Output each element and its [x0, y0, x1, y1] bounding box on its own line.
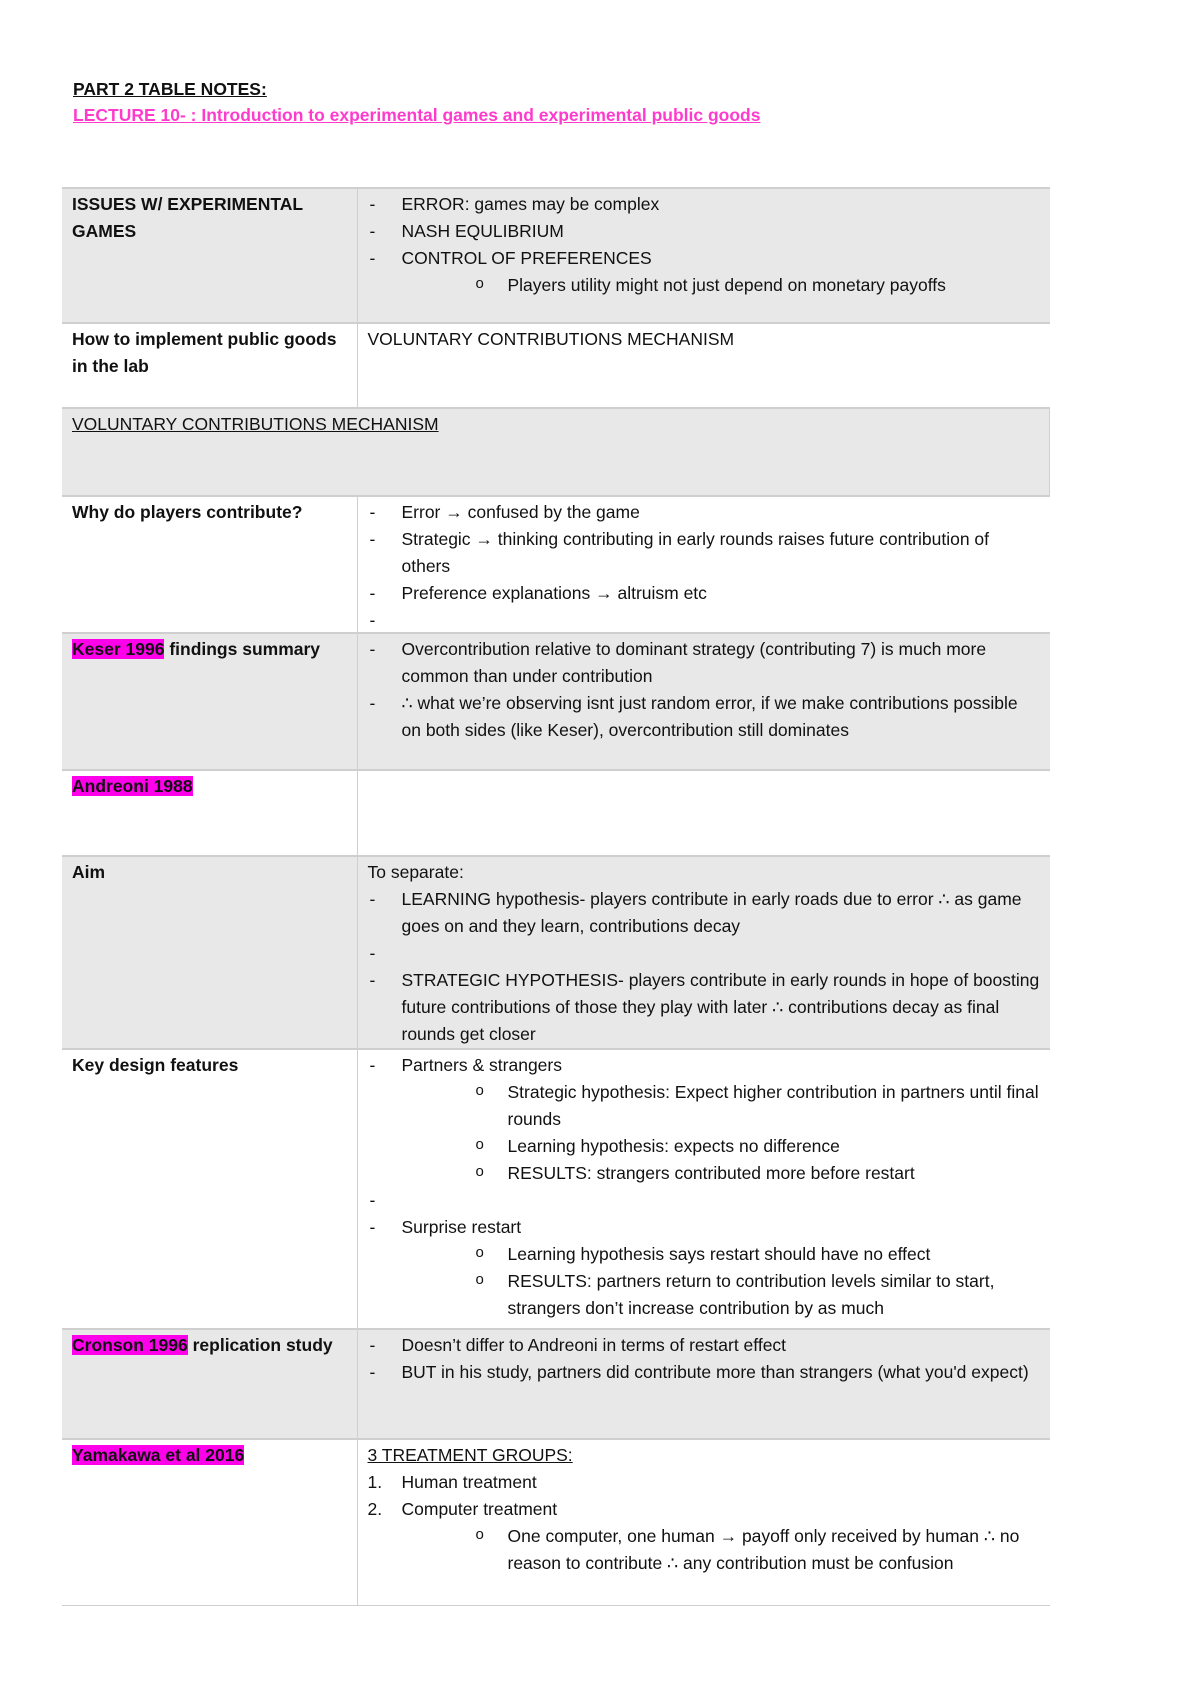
- row-label: [62, 323, 357, 408]
- table-row: [62, 1049, 1050, 1329]
- sub-bullet: o Learning hypothesis says restart should have no effect: [402, 1241, 1040, 1268]
- row-label-text: Aim: [72, 862, 106, 882]
- table-row: [62, 188, 1050, 323]
- row-label-text: replication study: [187, 1335, 333, 1355]
- highlighted-citation: Yamakawa et al 2016: [72, 1445, 245, 1465]
- item-number: 1.: [367, 1472, 383, 1492]
- sub-bullet: o RESULTS: partners return to contribution levels similar to start, strangers don’t increase contribution by as much: [402, 1268, 1040, 1322]
- row-heading: 3 TREATMENT GROUPS:: [367, 1445, 573, 1465]
- spacer: [368, 940, 1040, 967]
- bullet: - Overcontribution relative to dominant strategy (contributing 7) is much more common than under contribution: [368, 636, 1040, 690]
- row-text: To separate:: [367, 862, 464, 882]
- highlighted-citation: Andreoni 1988: [72, 776, 193, 796]
- sub-bullet: o RESULTS: strangers contributed more before restart: [402, 1160, 1040, 1187]
- numbered-item: [368, 1496, 1040, 1577]
- row-content: [357, 1329, 1050, 1439]
- row-label-text: Key design features: [72, 1055, 239, 1075]
- sub-bullet: [368, 1523, 1040, 1577]
- bullet: - Preference explanations → altruism etc: [368, 580, 1040, 607]
- bullet: - Strategic → thinking contributing in early rounds raises future contribution of others: [368, 526, 1040, 580]
- table-row: [62, 1329, 1050, 1439]
- bullet-text: Surprise restart: [401, 1217, 522, 1237]
- table-row: [62, 1439, 1050, 1605]
- bullet: [368, 1214, 1040, 1322]
- notes-table: [62, 187, 1050, 1606]
- bullet: [368, 245, 1040, 299]
- bullet: - LEARNING hypothesis- players contribute in early roads due to error ∴ as game goes on and they learn, contributions decay: [368, 886, 1040, 940]
- bullet: [368, 1052, 1040, 1187]
- table-row: [62, 633, 1050, 770]
- sub-bullet: o Learning hypothesis: expects no difference: [402, 1133, 1040, 1160]
- row-content: [357, 856, 1050, 1049]
- section-heading-cell: [62, 408, 1050, 496]
- bullet-text: CONTROL OF PREFERENCES: [401, 248, 652, 268]
- row-label-text: Why do players contribute?: [72, 502, 303, 522]
- item-text: Computer treatment: [401, 1499, 558, 1519]
- row-label-text: How to implement public goods in the lab: [72, 329, 337, 376]
- row-label: [62, 1049, 357, 1329]
- bullet-text: Partners & strangers: [401, 1055, 562, 1075]
- row-content: [357, 496, 1050, 633]
- table-row: [62, 408, 1050, 496]
- row-label: [62, 770, 357, 856]
- bullet: - STRATEGIC HYPOTHESIS- players contribute in early rounds in hope of boosting future contributions of those they play with later ∴ contributions decay as final rounds get closer: [368, 967, 1040, 1048]
- row-content: [357, 1439, 1050, 1605]
- row-label: [62, 1439, 357, 1605]
- bullet: - BUT in his study, partners did contribute more than strangers (what you'd expect): [368, 1359, 1040, 1386]
- item-text: Human treatment: [401, 1472, 537, 1492]
- row-content: [357, 188, 1050, 323]
- row-label-text: ISSUES W/ EXPERIMENTAL GAMES: [72, 194, 303, 241]
- row-content: [357, 323, 1050, 408]
- bullet: - Doesn’t differ to Andreoni in terms of restart effect: [368, 1332, 1040, 1359]
- table-row: [62, 496, 1050, 633]
- bullet: - ∴ what we’re observing isnt just random error, if we make contributions possible on both sides (like Keser), overcontribution still dominates: [368, 690, 1040, 744]
- spacer: [368, 1187, 1040, 1214]
- lecture-title: LECTURE 10- : Introduction to experimental games and experimental public goods: [73, 105, 761, 125]
- table-row: [62, 856, 1050, 1049]
- row-label: [62, 856, 357, 1049]
- row-label: [62, 188, 357, 323]
- sub-bullet: o Players utility might not just depend on monetary payoffs: [402, 272, 1040, 299]
- row-text: VOLUNTARY CONTRIBUTIONS MECHANISM: [367, 329, 735, 349]
- row-label-text: findings summary: [164, 639, 321, 659]
- row-content: [357, 633, 1050, 770]
- row-label: [62, 633, 357, 770]
- highlighted-citation: Keser 1996: [72, 639, 165, 659]
- bullet: - NASH EQULIBRIUM: [368, 218, 1040, 245]
- numbered-item: [368, 1469, 1040, 1496]
- table-row: [62, 323, 1050, 408]
- page-title: PART 2 TABLE NOTES:: [73, 79, 267, 99]
- item-number: 2.: [367, 1499, 383, 1519]
- bullet: - Error → confused by the game: [368, 499, 1040, 526]
- sub-bullet-text: One computer, one human → payoff only received by human ∴ no reason to contribute ∴ any contribution must be confusion: [507, 1526, 1020, 1573]
- section-heading: VOLUNTARY CONTRIBUTIONS MECHANISM: [72, 414, 439, 434]
- sub-bullet: o Strategic hypothesis: Expect higher contribution in partners until final rounds: [402, 1079, 1040, 1133]
- row-content: [357, 1049, 1050, 1329]
- row-label: [62, 1329, 357, 1439]
- row-label: [62, 496, 357, 633]
- row-content: [357, 770, 1050, 856]
- table-row: [62, 770, 1050, 856]
- bullet: - ERROR: games may be complex: [368, 191, 1040, 218]
- highlighted-citation: Cronson 1996: [72, 1335, 188, 1355]
